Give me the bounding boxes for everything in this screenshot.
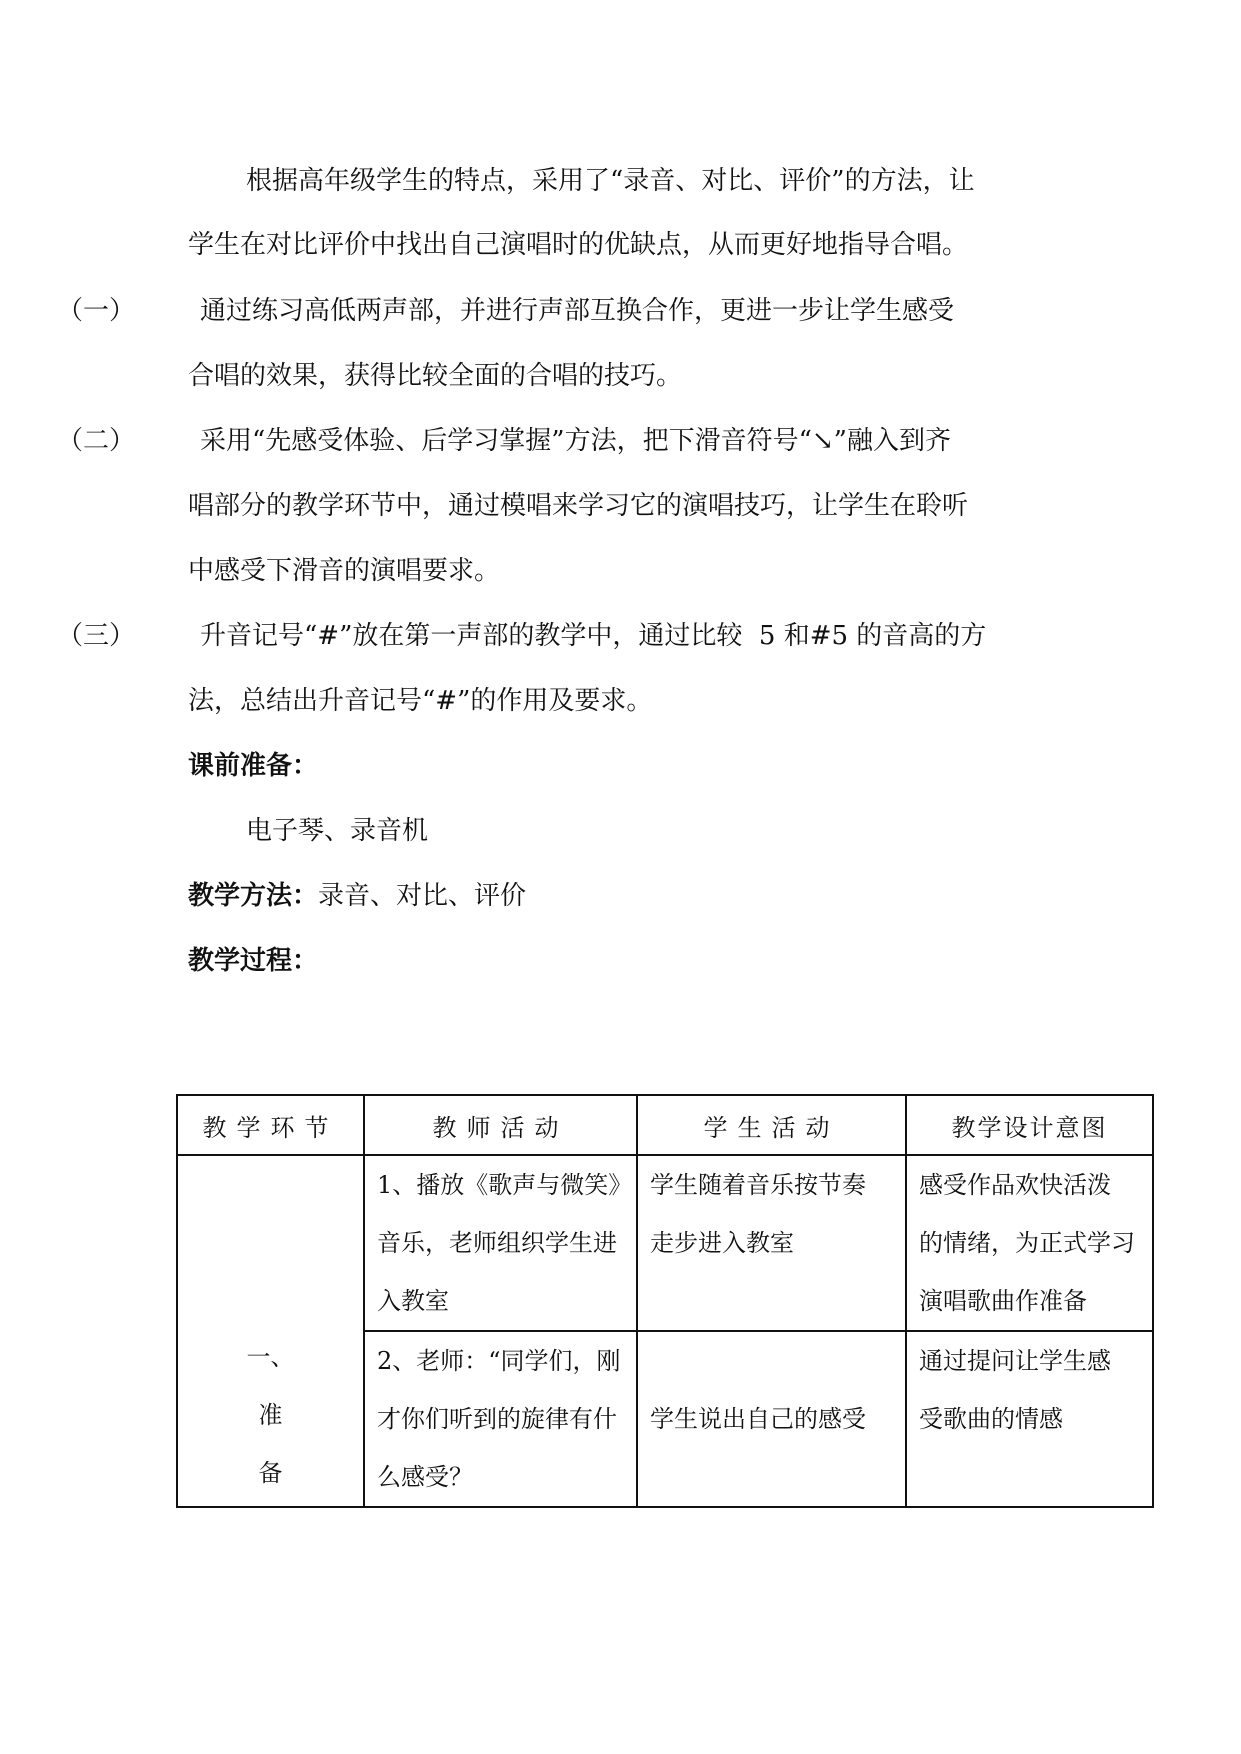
item-1-line-1: 通过练习高低两声部，并进行声部互换合作，更进一步让学生感受 <box>200 296 955 326</box>
item-2-line-2: 唱部分的教学环节中，通过模唱来学习它的演唱技巧，让学生在聆听 <box>188 491 969 521</box>
stage-line: 一、 <box>246 1343 295 1371</box>
student-activity-cell <box>637 1331 906 1507</box>
cell-line: 1、播放《歌声与微笑》 <box>377 1171 633 1199</box>
cell-line <box>650 1332 897 1390</box>
cell-line: 的情绪，为正式学习 <box>919 1229 1135 1257</box>
item-2-marker: （二） <box>57 426 136 456</box>
cell-line: 2、老师：“同学们，刚 <box>377 1347 621 1375</box>
cell-line: 才你们听到的旋律有什 <box>377 1405 617 1433</box>
intro-line-2: 学生在对比评价中找出自己演唱时的优缺点，从而更好地指导合唱。 <box>188 230 969 260</box>
lesson-plan-table <box>176 1094 1154 1508</box>
prep-heading: 课前准备： <box>188 751 319 781</box>
header-stage: 教学环节 <box>177 1095 364 1155</box>
cell-line: 感受作品欢快活泼 <box>919 1171 1111 1199</box>
cell-line: 受歌曲的情感 <box>919 1405 1063 1433</box>
prep-content: 电子琴、录音机 <box>246 816 429 846</box>
intro-line-1: 根据高年级学生的特点，采用了“录音、对比、评价”的方法，让 <box>246 166 975 196</box>
teacher-activity-cell <box>364 1155 637 1331</box>
method-content: 录音、对比、评价 <box>318 881 527 911</box>
cell-line: 音乐，老师组织学生进 <box>377 1229 617 1257</box>
cell-line: 通过提问让学生感 <box>919 1347 1111 1375</box>
cell-line: 学生说出自己的感受 <box>650 1405 866 1433</box>
stage-line: 备 <box>258 1459 283 1487</box>
process-heading: 教学过程： <box>188 946 319 976</box>
method-heading: 教学方法： <box>188 881 319 911</box>
design-intent-cell <box>906 1155 1153 1331</box>
cell-line: 入教室 <box>377 1287 449 1315</box>
header-student-activity: 学生活动 <box>637 1095 906 1155</box>
item-3-line-2: 法，总结出升音记号“#”的作用及要求。 <box>188 686 653 716</box>
method-line <box>188 883 526 909</box>
cell-line: 演唱歌曲作准备 <box>919 1287 1087 1315</box>
cell-line: 学生随着音乐按节奏 <box>650 1171 866 1199</box>
student-activity-cell <box>637 1155 906 1331</box>
item-2-line-3: 中感受下滑音的演唱要求。 <box>188 556 501 586</box>
stage-cell <box>177 1155 364 1507</box>
item-2-line-1: 采用“先感受体验、后学习掌握”方法，把下滑音符号“↘”融入到齐 <box>200 426 951 456</box>
header-design-intent: 教学设计意图 <box>906 1095 1153 1155</box>
table-row <box>177 1155 1153 1331</box>
item-3-line-1: 升音记号“#”放在第一声部的教学中，通过比较 5 和#5 的音高的方 <box>200 621 987 651</box>
teacher-activity-cell <box>364 1331 637 1507</box>
cell-line: 走步进入教室 <box>650 1229 794 1257</box>
header-teacher-activity: 教师活动 <box>364 1095 637 1155</box>
item-1-line-2: 合唱的效果，获得比较全面的合唱的技巧。 <box>188 361 683 391</box>
stage-line: 准 <box>258 1401 283 1429</box>
table-header-row <box>177 1095 1153 1155</box>
item-1-marker: （一） <box>57 296 136 326</box>
cell-line: 么感受？ <box>377 1463 473 1491</box>
design-intent-cell <box>906 1331 1153 1507</box>
item-3-marker: （三） <box>57 621 136 651</box>
